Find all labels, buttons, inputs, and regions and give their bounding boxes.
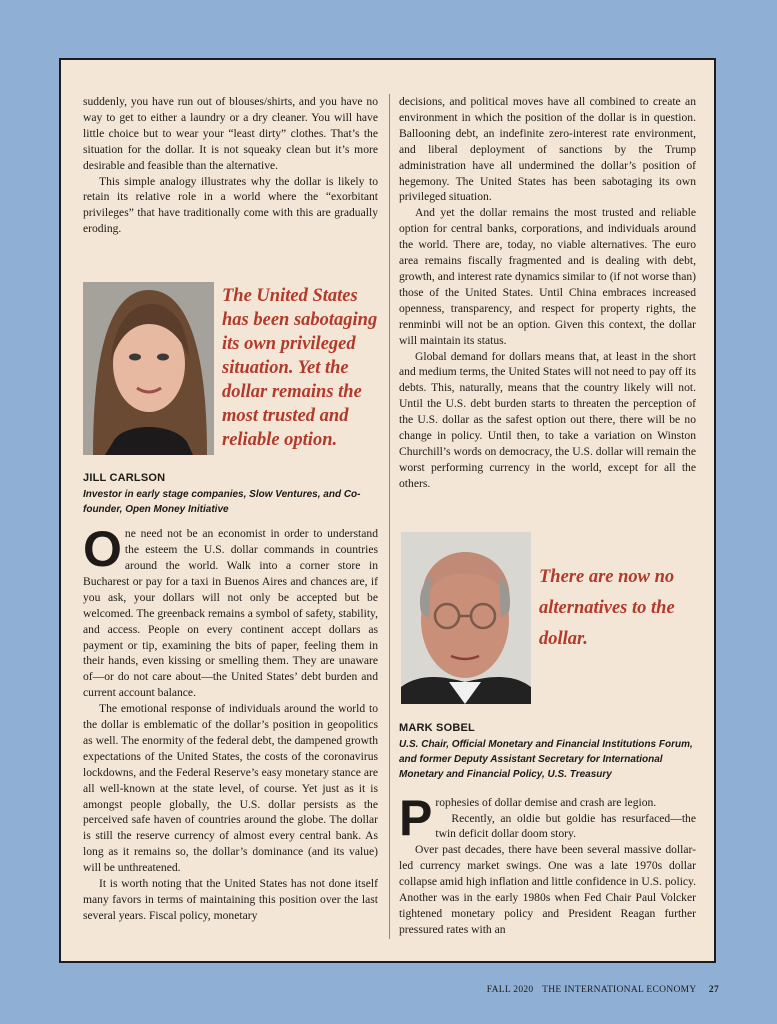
right-column bbox=[399, 94, 696, 938]
sobel-paragraph-1-lead: rophesies of dollar demise and crash are legion. bbox=[435, 795, 657, 809]
sobel-name: MARK SOBEL bbox=[399, 721, 475, 734]
sobel-pull-quote: There are now no alternatives to the dollar. bbox=[539, 566, 675, 649]
sobel-paragraph-2: Over past decades, there have been several massive dollar-led currency market swings. One was a late 1970s dollar collapse amid high inflation and little confidence in U.S. policy. Another was in the early 1980s when Fed Chair Paul Volcker tightened monetary policy and President Reagan further pressured rates with an bbox=[399, 843, 696, 936]
footer-publication: THE INTERNATIONAL ECONOMY bbox=[542, 985, 697, 995]
page-footer bbox=[487, 985, 719, 995]
sobel-feature bbox=[399, 532, 696, 797]
column-divider bbox=[389, 94, 390, 939]
carlson-name: JILL CARLSON bbox=[83, 472, 166, 485]
intro-paragraph-1: suddenly, you have run out of blouses/shirts, and you have no way to get to either a laundry or a dry cleaner. You will have little choice but to wear your “least dirty” clothes. That’s the situation for the dollar. It is not squeaky clean but it’s more desirable and feasible than the alternative. bbox=[83, 95, 378, 172]
carlson-paragraph-3: It is worth noting that the United States has not done itself many favors in terms of maintaining this position over the last several years. Fiscal policy, monetary bbox=[83, 877, 378, 922]
carlson-feature bbox=[83, 282, 378, 516]
left-column bbox=[83, 94, 378, 924]
carlson-essay bbox=[83, 521, 378, 924]
portrait-woman-image bbox=[83, 282, 214, 455]
sobel-photo bbox=[401, 532, 531, 704]
carlson-continued-1: decisions, and political moves have all combined to create an environment in which the position of the dollar is in question. Ballooning debt, an indefinite zero-interest rate environment, and liberal deployment of sanctions by the Trump administration have all undermined the dollar’s position of hegemony. The United States has been sabotaging its own privileged situation. bbox=[399, 95, 696, 204]
footer-page-number: 27 bbox=[708, 985, 719, 995]
dropcap-p: P bbox=[399, 789, 433, 846]
carlson-paragraph-2: The emotional response of individuals around the world to the dollar is emblematic of the dollar’s position in geopolitics as well. The enormity of the federal debt, the dampened growth expectations of the United States, the costs of the coronavirus lockdowns, and the Federal Reserve’s easy monetary stance are all well-known at the state level, of course. Yet just as it is amongst people globally, the U.S. dollar persists as the perceived safe haven of countries around the globe. The dollar is still the reserve currency of almost every central bank. As long as it remains so, the dollar’s dominance (and its value) will be unthreatened. bbox=[83, 702, 378, 875]
article-page bbox=[59, 58, 716, 963]
sobel-essay bbox=[399, 789, 696, 938]
carlson-pull-quote: The United States has been sabotaging its own privileged situation. Yet the dollar remains the most trusted and reliable option. bbox=[222, 286, 378, 451]
dropcap-o: O bbox=[83, 521, 122, 578]
portrait-man-image bbox=[401, 532, 531, 704]
carlson-continued-3: Global demand for dollars means that, at least in the short and medium terms, the United States will not need to pay off its debts. This, naturally, means that the country likely will not. Until the U.S. debt burden starts to threaten the perception of the U.S. dollar as the safest option out there, there will be no change in policy. Until then, to take a variation on Winston Churchill’s words on democracy, the U.S. dollar will remain the worst performing currency in the world, except for all the others. bbox=[399, 349, 696, 490]
carlson-paragraph-1-text: ne need not be an economist in order to understand the esteem the U.S. dollar commands in countries around the world. Walk into a corner store in Bucharest or pay for a taxi in Buenos Aires and chances are, if you ask, your dollars will not only be accepted but be welcomed. The greenback remains a symbol of safety, stability, and access. People on every continent accept dollars as payment or tip, examining the bits of paper, feeling them in their hands, even kissing or smelling them. They are unaware of—or do not care about—the United States’ debt burden and current account balance. bbox=[83, 527, 378, 700]
sobel-role: U.S. Chair, Official Monetary and Financial Institutions Forum, and former Deputy Assistant Secretary for International Monetary and Financial Policy, U.S. Treasury bbox=[399, 738, 693, 780]
carlson-photo bbox=[83, 282, 214, 455]
carlson-continued-2: And yet the dollar remains the most trusted and reliable option for central banks, corporations, and individuals around the world. There are, today, no viable alternatives. The euro area remains fiscally fragmented and is dealing with debt, growth, and interest rate dynamics similar to (if not worse than) those of the United States. Until China embraces increased openness, transparency, and respect for property rights, the renminbi will not be an option. Given this context, the dollar will maintain its status. bbox=[399, 206, 696, 347]
footer-issue: FALL 2020 bbox=[486, 985, 534, 995]
carlson-paragraph-1 bbox=[83, 521, 378, 701]
intro-paragraph-2: This simple analogy illustrates why the dollar is likely to retain its relative role in a world where the “exorbitant privileges” that have traditionally come with this are gradually eroding. bbox=[83, 174, 378, 236]
sobel-paragraph-1-cont: Recently, an oldie but goldie has resurfaced—the twin deficit dollar doom story. bbox=[435, 811, 696, 841]
carlson-role: Investor in early stage companies, Slow Ventures, and Co-founder, Open Money Initiative bbox=[83, 489, 361, 516]
sobel-paragraph-1 bbox=[399, 789, 696, 846]
